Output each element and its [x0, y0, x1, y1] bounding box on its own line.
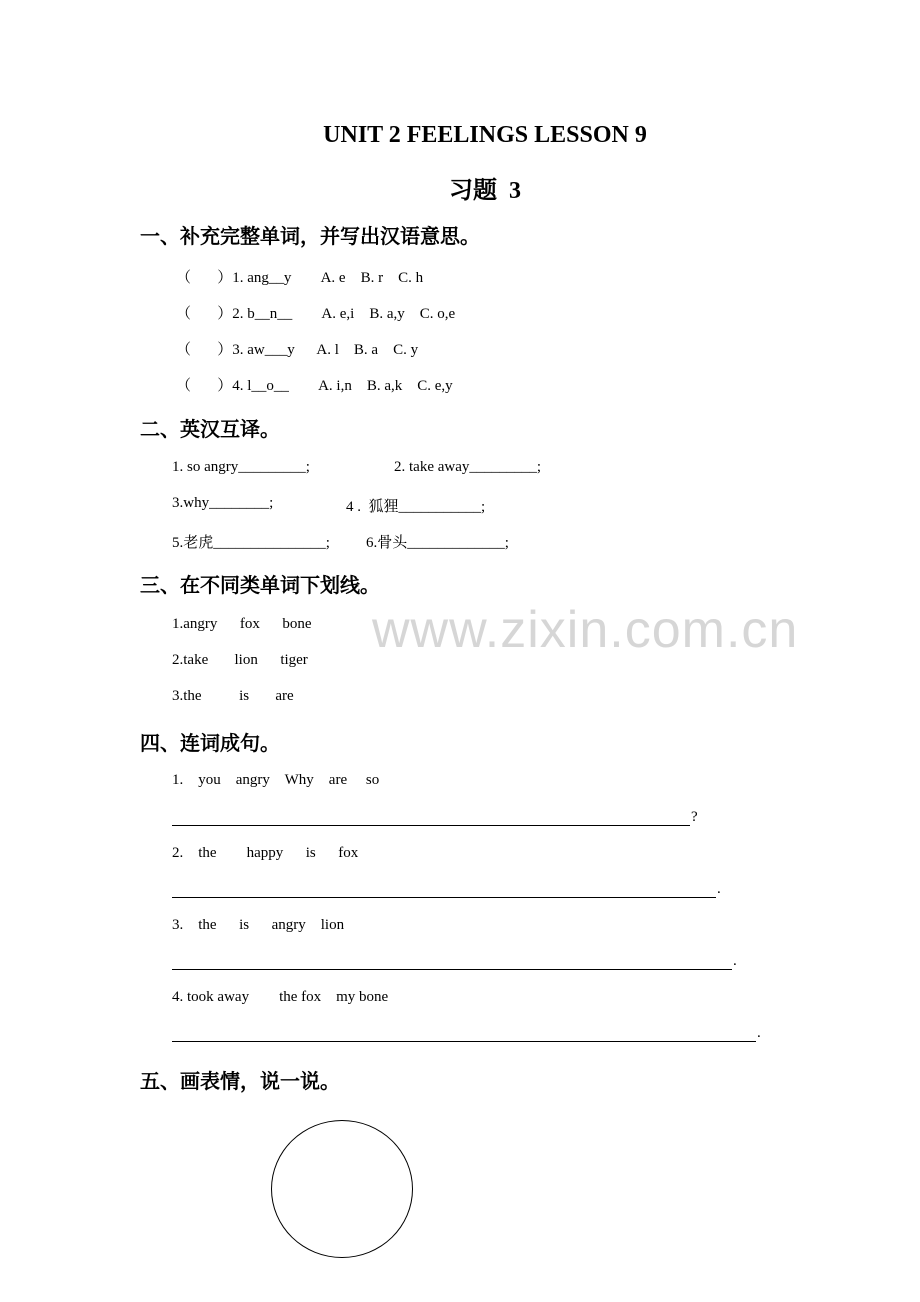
s4-end-3: . [733, 953, 737, 969]
page-title: UNIT 2 FEELINGS LESSON 9 [323, 122, 647, 148]
s4-item-3: 3. the is angry lion [172, 917, 345, 933]
s1-item-1: （ ）1. ang__y A. e B. r C. h [176, 270, 424, 286]
s4-answer-line-4 [172, 1041, 756, 1042]
s2-item-1: 1. so angry_________; [172, 459, 310, 475]
s4-item-4: 4. took away the fox my bone [172, 989, 389, 1005]
s4-answer-line-1 [172, 825, 690, 826]
s3-item-2: 2.take lion tiger [172, 652, 308, 668]
section-1-heading: 一、补充完整单词，并写出汉语意思。 [140, 224, 480, 248]
face-drawing-circle[interactable] [271, 1120, 413, 1258]
s3-item-1: 1.angry fox bone [172, 616, 312, 632]
watermark: www.zixin.com.cn [372, 601, 799, 659]
s4-end-1: ? [691, 809, 698, 825]
s1-item-2: （ ）2. b__n__ A. e,i B. a,y C. o,e [176, 306, 456, 322]
s4-answer-line-2 [172, 897, 716, 898]
s2-item-4: 4 . 狐狸___________; [346, 499, 486, 515]
s4-end-4: . [757, 1025, 761, 1041]
section-3-heading: 三、在不同类单词下划线。 [140, 573, 380, 597]
s4-item-1: 1. you angry Why are so [172, 772, 380, 788]
s2-item-6: 6.骨头_____________; [366, 535, 509, 551]
s1-item-3: （ ）3. aw___y A. l B. a C. y [176, 342, 419, 358]
section-2-heading: 二、英汉互译。 [140, 417, 280, 441]
s3-item-3: 3.the is are [172, 688, 294, 704]
s2-item-2: 2. take away_________; [394, 459, 542, 475]
section-5-heading: 五、画表情，说一说。 [140, 1069, 340, 1093]
section-4-heading: 四、连词成句。 [140, 731, 280, 755]
s1-item-4: （ ）4. l__o__ A. i,n B. a,k C. e,y [176, 378, 453, 394]
s2-item-5: 5.老虎_______________; [172, 535, 330, 551]
page-subtitle: 习题 3 [449, 178, 521, 204]
s4-item-2: 2. the happy is fox [172, 845, 359, 861]
s4-answer-line-3 [172, 969, 732, 970]
s4-end-2: . [717, 881, 721, 897]
s2-item-3: 3.why________; [172, 495, 274, 511]
